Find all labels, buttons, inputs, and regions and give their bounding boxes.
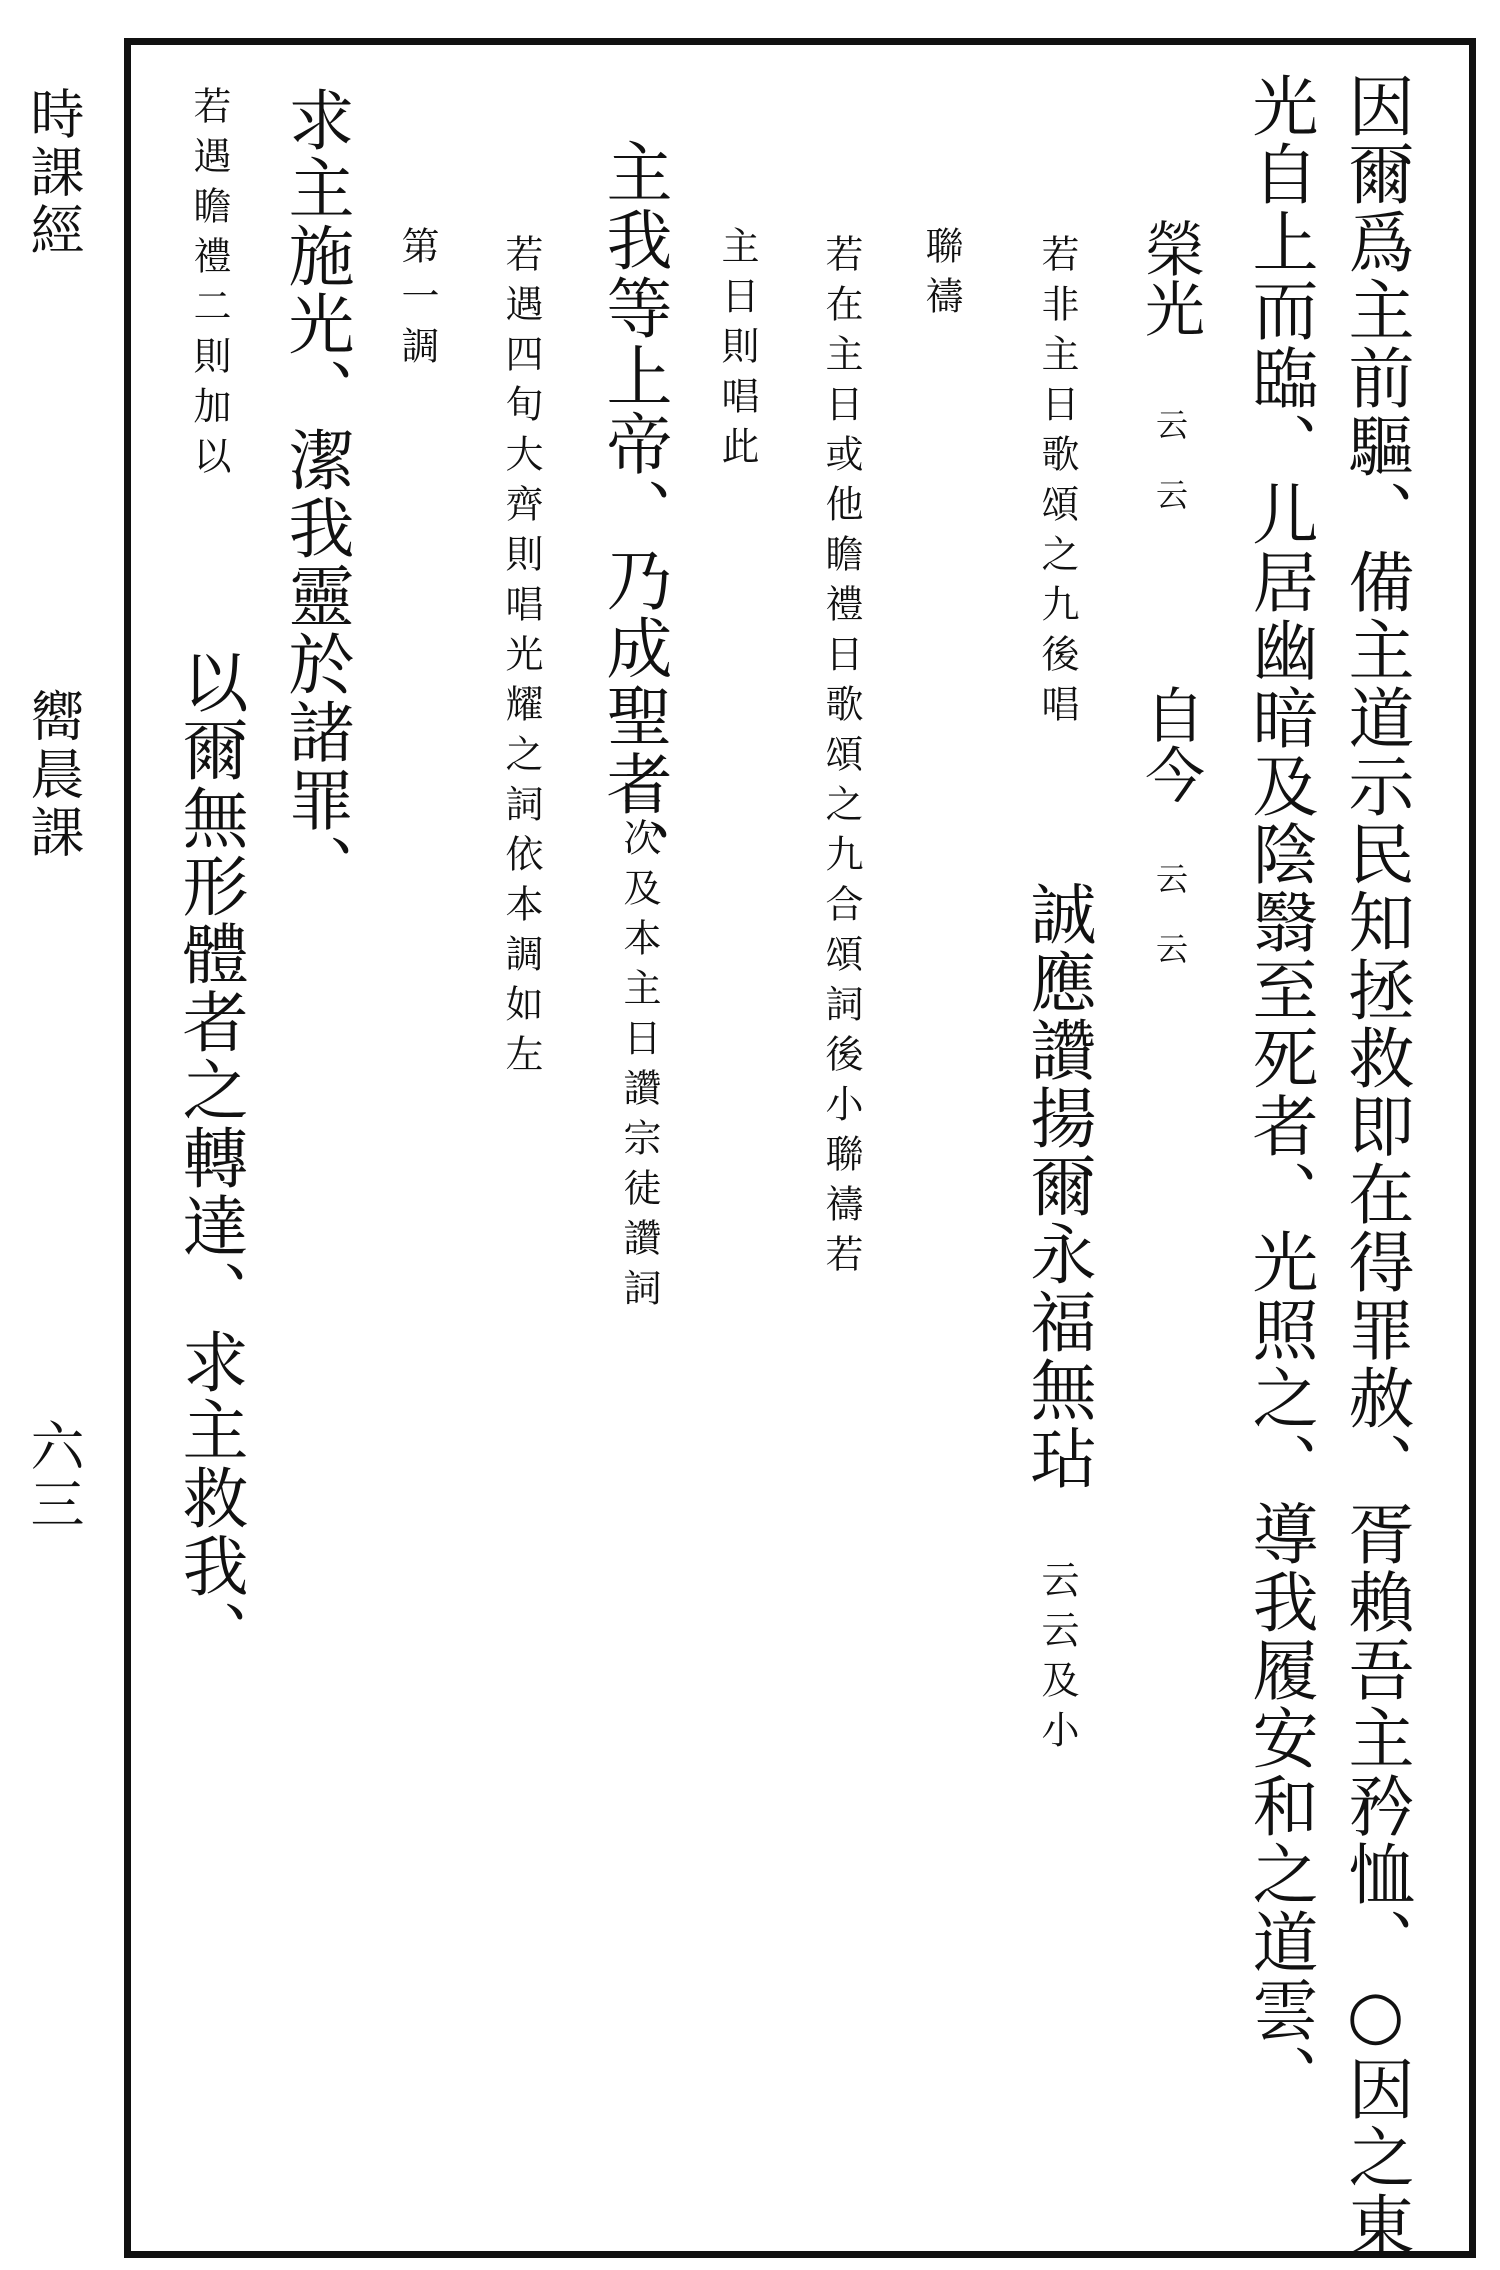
rubric-column-8: 三次及本主日讚宗徒讚詞: [617, 768, 661, 1318]
text-column-2: 光自上而臨、儿居幽暗及陰翳至死者、光照之、導我履安和之道雲、: [1241, 72, 1318, 2112]
note-yunyun-2: 云 云: [1151, 862, 1189, 964]
text-column-3: [1135, 218, 1205, 338]
rubric-column-4b: 云云及小: [1035, 1560, 1079, 1760]
text-column-1: 因爾爲主前驅、備主道示民知拯救即在得罪赦、胥賴吾主矜恤、○因之東: [1337, 72, 1414, 2259]
rubric-column-9: 若遇四旬大齊則唱光耀之詞依本調如左: [499, 234, 543, 1084]
rubric-column-4: 若非主日歌頌之九後唱: [1035, 234, 1079, 734]
heading-from-now: 自今: [1135, 684, 1205, 804]
text-column-8: 主我等上帝、乃成聖者、: [595, 138, 672, 886]
rubric-column-7: 主日則唱此: [715, 226, 759, 476]
text-column-4: 誠應讚揚爾永福無玷: [1019, 880, 1096, 1492]
rubric-column-12: 若遇瞻禮二則加以: [187, 86, 231, 486]
text-column-11: 求主施光、潔我靈於諸罪、: [277, 86, 354, 902]
heading-glory: 榮光: [1135, 218, 1205, 338]
note-yunyun-1: 云 云: [1151, 408, 1189, 510]
rubric-column-6: 若在主日或他瞻禮日歌頌之九合頌詞後小聯禱若: [819, 234, 863, 1284]
section-title: 嚮晨課: [22, 688, 85, 862]
book-title: 時課經: [22, 86, 85, 260]
page-number: 六三: [22, 1418, 85, 1534]
tone-label: 第一調: [395, 226, 439, 376]
text-column-12: 以爾無形體者之轉達、求主救我、: [171, 648, 248, 1668]
rubric-litany: 聯禱: [919, 226, 963, 326]
